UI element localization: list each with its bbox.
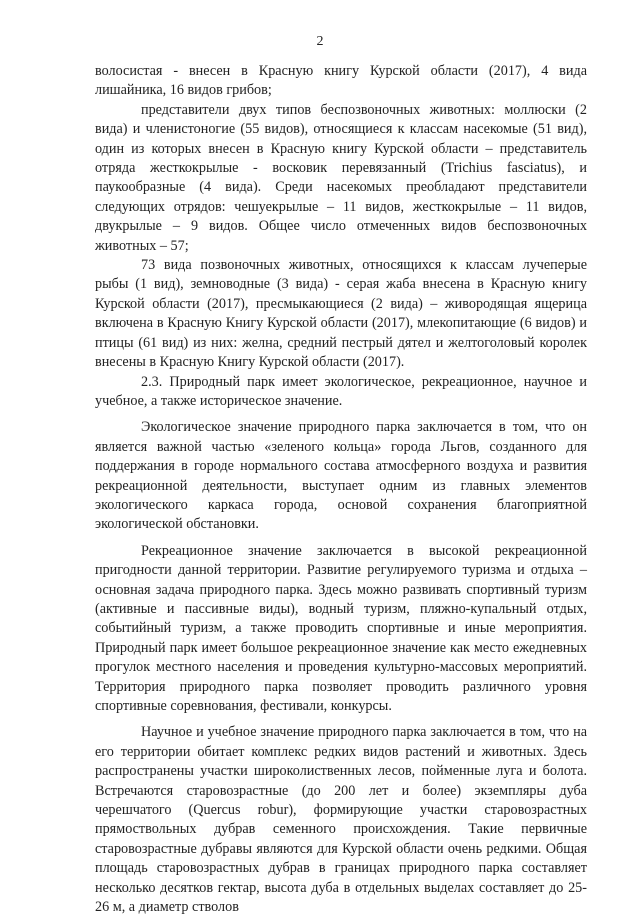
page-number: 2	[316, 34, 324, 49]
paragraph-section-2-3: 2.3. Природный парк имеет экологическое, рекреационное, научное и учебное, а также историческое значение.	[95, 373, 587, 409]
document-body	[95, 62, 587, 917]
paragraph-invertebrates: представители двух типов беспозвоночных животных: моллюски (2 вида) и членистоногие (55 видов), относящиеся к классам насекомые (51 вид), один из которых внесен в Красную книгу Курской области – представитель отряда жесткокрылые - восковик перевязанный (Trichius fasciatus), и паукообразные (4 вида). Среди насекомых преобладают представители следующих отрядов: чешуекрылые – 11 видов, жесткокрылые – 11 видов, двукрылые – 9 видов. Общее число отмеченных видов беспозвоночных животных – 57;	[95, 101, 587, 254]
paragraph-recreational-value: Рекреационное значение заключается в высокой рекреационной пригодности данной территории. Развитие регулируемого туризма и отдыха – основная задача природного парка. Здесь можно развивать спортивный туризм (активные и пассивные виды), водный туризм, пляжно-купальный отдых, событийный туризм, а также проводить спортивные и иные мероприятия. Природный парк имеет большое рекреационное значение как место ежедневных прогулок местного населения и проведения культурно-массовых мероприятий. Территория природного парка позволяет проводить различного уровня спортивные соревнования, фестивали, конкурсы.	[95, 542, 587, 714]
paragraph-continuation: волосистая - внесен в Красную книгу Курской области (2017), 4 вида лишайника, 16 видов грибов;	[95, 63, 587, 99]
paragraph-vertebrates: 73 вида позвоночных животных, относящихся к классам лучеперые рыбы (1 вид), земноводные (3 вида) - серая жаба внесена в Красную книгу Курской области (2017), пресмыкающиеся (2 вида) – живородящая ящерица включена в Красную Книгу Курской области (2017), млекопитающие (6 видов) и птицы (61 вид) из них: желна, средний пестрый дятел и желтоголовый королек внесены в Красную Книгу Курской области (2017).	[95, 257, 587, 371]
paragraph-ecological-value: Экологическое значение природного парка заключается в том, что он является важной частью «зеленого кольца» города Льгов, созданного для поддержания в городе нормального состава атмосферного воздуха и развития рекреационной деятельности, выступает одним из главных элементов экологического каркаса города, основой сохранения благоприятной экологической обстановки.	[95, 419, 587, 533]
paragraph-scientific-value: Научное и учебное значение природного парка заключается в том, что на его территории обитает комплекс редких видов растений и животных. Здесь распространены участки широколиственных лесов, пойменные луга и болота. Встречаются старовозрастные (до 200 лет и более) экземпляры дуба черешчатого (Quercus robur), формирующие участки старовозрастных прямоствольных дубрав семенного происхождения. Такие первичные старовозрастные дубравы являются для Курской области очень редкими. Общая площадь старовозрастных дубрав в границах природного парка составляет несколько десятков гектар, высота дуба в отдельных выделах составляет до 25-26 м, а диаметр стволов	[95, 724, 587, 916]
